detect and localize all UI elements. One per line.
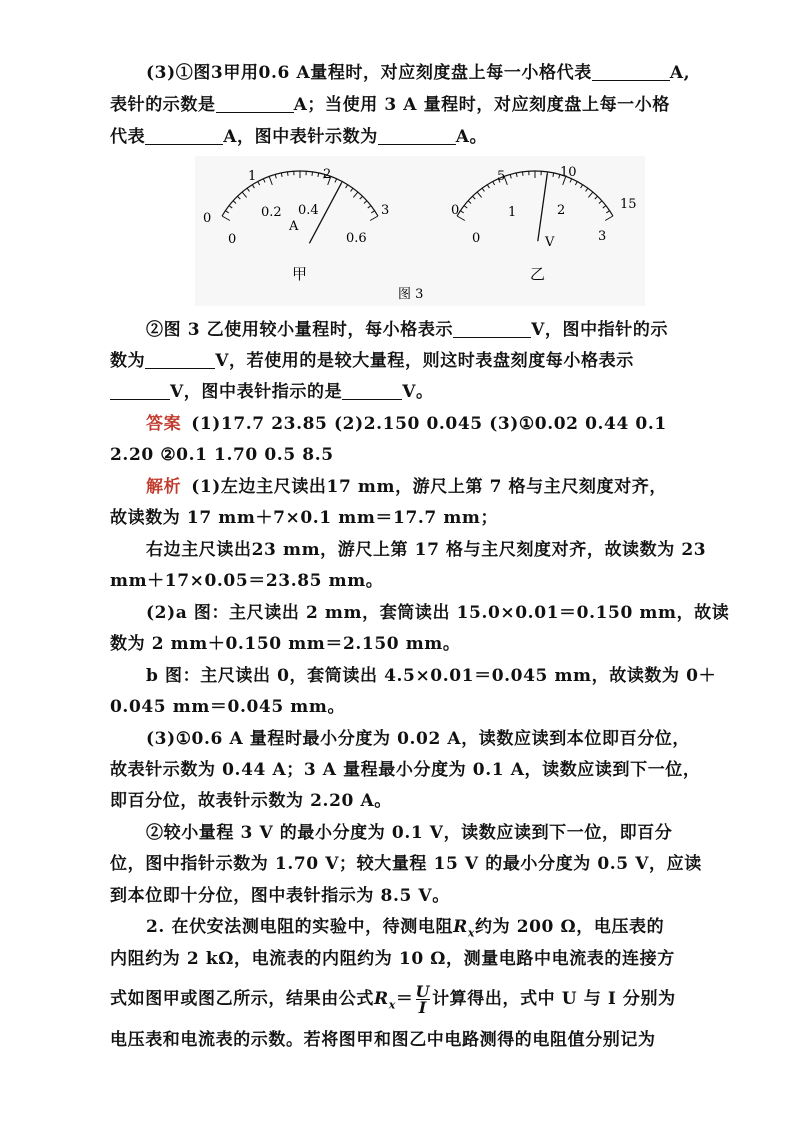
analysis-line-12: ②较小量程 3 V 的最小分度为 0.1 V，读数应读到下一位，即百分	[146, 823, 673, 843]
text: R	[453, 917, 468, 937]
analysis-line-9: (3)①0.6 A 量程时最小分度为 0.02 A，读数应读到本位即百分位，	[146, 729, 690, 749]
voltmeter-name: 乙	[530, 265, 546, 283]
text: A；当使用 3 A 量程时，对应刻度盘上每一小格	[293, 95, 670, 115]
bottom-tick-label: 3	[598, 229, 607, 244]
q2-line-3	[110, 982, 690, 1017]
ammeter-name: 甲	[292, 265, 308, 283]
top-tick-label: 1	[248, 169, 257, 184]
scale-tick	[522, 172, 523, 176]
analysis-line-1	[146, 472, 690, 502]
text: 约为 200 Ω，电压表的	[474, 917, 665, 937]
answer-blank	[378, 124, 456, 145]
analysis-line-7: b 图：主尺读出 0，套筒读出 4.5×0.01＝0.045 mm，故读数为 0＋	[146, 666, 717, 686]
bottom-tick-label: 2	[557, 203, 566, 218]
text: V，图中指针的示	[531, 320, 669, 340]
text: A,	[669, 63, 691, 83]
ammeter-unit-label: A	[289, 219, 299, 234]
answer-blank	[145, 124, 223, 145]
q3b-line-1	[146, 315, 690, 345]
analysis-line-11: 即百分位，故表针示数为 2.20 A。	[110, 791, 392, 811]
voltmeter-unit-label: V	[545, 235, 555, 250]
q3-line-3	[110, 122, 690, 152]
fraction-numerator: U	[415, 982, 431, 1001]
analysis-line-4: mm＋17×0.05＝23.85 mm。	[110, 571, 384, 591]
text: R	[374, 989, 389, 1009]
bottom-tick-label: 0	[472, 231, 481, 246]
analysis-line-6: 数为 2 mm＋0.150 mm＝2.150 mm。	[110, 634, 461, 654]
analysis-line-5: (2)a 图：主尺读出 2 mm，套筒读出 15.0×0.01＝0.150 mm，故读	[146, 603, 730, 623]
analysis-line-3: 右边主尺读出23 mm，游尺上第 17 格与主尺刻度对齐，故读数为 23	[146, 540, 707, 560]
text: A，图中表针示数为	[223, 127, 378, 147]
bottom-tick-label: 0	[228, 232, 237, 247]
figure-caption: 图 3	[398, 287, 424, 302]
top-tick-label: 0	[203, 211, 212, 226]
scale-tick	[287, 172, 288, 176]
text: ②图 3 乙使用较小量程时，每小格表示	[146, 320, 454, 340]
answer-blank	[110, 379, 170, 400]
q2-line-1	[146, 912, 690, 942]
bottom-tick-label: 1	[508, 205, 517, 220]
text: (3)①图3甲用0.6 A量程时，对应刻度盘上每一小格代表	[146, 63, 592, 83]
q3-line-1	[146, 58, 690, 88]
top-tick-label: 3	[381, 203, 390, 218]
analysis-line-2: 故读数为 17 mm＋7×0.1 mm＝17.7 mm；	[110, 508, 499, 528]
text: 2.20 ②0.1 1.70 0.5 8.5	[110, 445, 334, 465]
analysis-line-10: 故表针示数为 0.44 A；3 A 量程最小分度为 0.1 A，读数应读到下一位，	[110, 760, 701, 780]
subscript: x	[388, 998, 396, 1012]
answer-blank	[592, 60, 670, 81]
answer-tag: 答案	[146, 414, 182, 434]
text: 式如图甲或图乙所示，结果由公式	[110, 989, 374, 1009]
text: A。	[455, 127, 488, 147]
bottom-tick-label: 0.2	[261, 205, 282, 220]
top-tick-label: 15	[620, 197, 637, 212]
text: ＝	[395, 989, 414, 1009]
text: 表针的示数是	[110, 95, 216, 115]
text: V。	[402, 382, 434, 402]
analysis-line-8: 0.045 mm＝0.045 mm。	[110, 697, 346, 717]
answer-blank	[216, 92, 294, 113]
rx-symbol	[453, 917, 475, 940]
fraction-denominator: I	[418, 998, 427, 1017]
text: V，图中表针指示的是	[170, 382, 343, 402]
q2-line-4: 电压表和电流表的示数。若将图甲和图乙中电路测得的电阻值分别记为	[110, 1030, 656, 1050]
analysis-line-14: 到本位即十分位，图中表针指示为 8.5 V。	[110, 886, 450, 906]
top-tick-label: 5	[497, 169, 506, 184]
figure-meters	[195, 156, 645, 306]
q3b-line-2	[110, 346, 690, 376]
q3-line-2	[110, 90, 690, 120]
bottom-tick-label: 0.6	[346, 231, 367, 246]
top-tick-label: 0	[451, 203, 460, 218]
bottom-tick-label: 0.4	[298, 203, 319, 218]
analysis-tag: 解析	[146, 477, 182, 497]
answer-line-1	[146, 409, 690, 439]
answer-blank	[145, 348, 215, 369]
text: 2. 在伏安法测电阻的实验中，待测电阻	[146, 917, 454, 937]
formula-fraction	[416, 984, 431, 1015]
text: V，若使用的是较大量程，则这时表盘刻度每小格表示	[215, 351, 634, 371]
text: 代表	[110, 127, 146, 147]
q3b-line-3	[110, 377, 690, 407]
text: (1)左边主尺读出17 mm，游尺上第 7 格与主尺刻度对齐，	[191, 477, 667, 497]
text: 数为	[110, 351, 146, 371]
answer-line-2	[110, 440, 690, 470]
rx-symbol	[374, 989, 396, 1012]
answer-blank	[453, 317, 531, 338]
q2-line-2: 内阻约为 2 kΩ，电流表的内阻约为 10 Ω，测量电路中电流表的连接方	[110, 949, 675, 969]
top-tick-label: 2	[323, 167, 332, 182]
answer-blank	[342, 379, 402, 400]
top-tick-label: 10	[560, 165, 577, 180]
scale-tick	[312, 172, 313, 176]
text: 计算得出，式中 U 与 I 分别为	[432, 989, 676, 1009]
text: (1)17.7 23.85 (2)2.150 0.045 (3)①0.02 0.44 0.1	[191, 414, 667, 434]
subscript: x	[467, 926, 475, 940]
analysis-line-13: 位，图中指针示数为 1.70 V；较大量程 15 V 的最小分度为 0.5 V，应读	[110, 854, 702, 874]
